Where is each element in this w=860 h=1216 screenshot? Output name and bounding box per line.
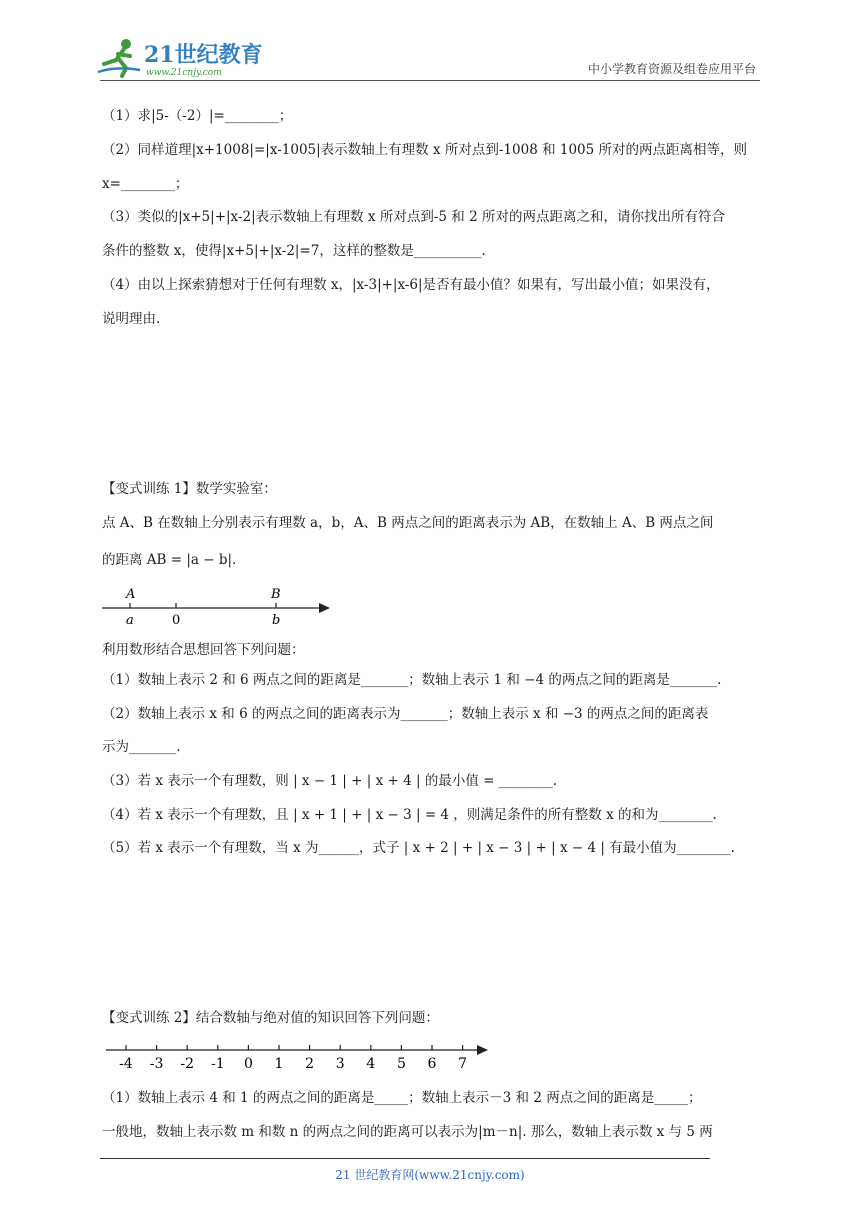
- logo-title: 21世纪教育: [144, 42, 263, 68]
- section-heading: 【变式训练 2】结合数轴与绝对值的知识回答下列问题：: [102, 1010, 439, 1026]
- origin-label: 0: [172, 613, 181, 628]
- tick-group: [119, 1045, 467, 1072]
- text-line: （4）若 x 表示一个有理数，且 | x + 1 | + | x − 3 | = 4 ，则满足条件的所有整数 x 的和为________.: [102, 807, 717, 823]
- text-line: 点 A、B 在数轴上分别表示有理数 a，b，A、B 两点之间的距离表示为 AB，在数轴上 A、B 两点之间: [102, 515, 714, 531]
- axis-tick-label: 7: [458, 1056, 468, 1072]
- text-line: （1）求|5-（-2）|=________；: [102, 108, 293, 124]
- axis-tick-label: 6: [427, 1056, 437, 1072]
- axis-tick-label: 5: [396, 1056, 406, 1072]
- text-line: （2）同样道理|x+1008|=|x-1005|表示数轴上有理数 x 所对点到-1008 和 1005 所对的两点距离相等，则: [102, 142, 748, 158]
- text-line: （5）若 x 表示一个有理数，当 x 为______，式子 | x + 2 | + | x − 3 | + | x − 4 | 有最小值为________.: [102, 840, 735, 856]
- section-heading: 【变式训练 1】数学实验室：: [102, 481, 277, 497]
- runner-icon: [98, 39, 140, 76]
- text-line: （1）数轴上表示 4 和 1 的两点之间的距离是_____；数轴上表示－3 和 2 两点之间的距离是_____；: [102, 1090, 702, 1106]
- axis-tick-label: 2: [305, 1056, 315, 1072]
- footer-rule: [100, 1158, 710, 1159]
- text-line: （2）数轴上表示 x 和 6 的两点之间的距离表示为_______；数轴上表示 x 和 −3 的两点之间的距离表: [102, 706, 709, 722]
- value-label-a: a: [126, 613, 134, 628]
- text-line: （3）若 x 表示一个有理数，则 | x − 1 | + | x + 4 | 的最小值 = ________.: [102, 773, 557, 789]
- text-line: 条件的整数 x，使得|x+5|+|x-2|=7，这样的整数是__________.: [102, 243, 486, 259]
- header-rule: [100, 80, 760, 81]
- point-label-a: A: [126, 587, 136, 602]
- text-line: 的距离 AB = |a − b|.: [102, 552, 237, 568]
- text-line: 利用数形结合思想回答下列问题：: [102, 642, 305, 658]
- text-line: 示为_______.: [102, 739, 181, 755]
- site-logo: [96, 36, 266, 78]
- footer-source: 21 世纪教育网(www.21cnjy.com): [335, 1168, 525, 1182]
- text-line: （1）数轴上表示 2 和 6 两点之间的距离是_______；数轴上表示 1 和 −4 的两点之间的距离是_______.: [102, 672, 722, 688]
- number-line-integers: [104, 1040, 494, 1076]
- axis-tick-label: -2: [180, 1056, 195, 1072]
- logo-url: www.21cnjy.com: [146, 68, 222, 78]
- text-line: 说明理由.: [102, 311, 161, 327]
- axis-tick-label: 3: [335, 1056, 345, 1072]
- axis-tick-label: -3: [149, 1056, 164, 1072]
- axis-tick-label: -4: [119, 1056, 133, 1072]
- text-line: （4）由以上探索猜想对于任何有理数 x，|x-3|+|x-6|是否有最小值？如果有，写出最小值；如果没有，: [102, 277, 720, 293]
- text-line: 一般地，数轴上表示数 m 和数 n 的两点之间的距离可以表示为|m－n|. 那么，数轴上表示数 x 与 5 两: [102, 1124, 713, 1140]
- text-line: x=________；: [102, 176, 189, 192]
- number-line-ab: [100, 582, 340, 628]
- axis-tick-label: -1: [210, 1056, 225, 1072]
- point-label-b: B: [271, 587, 281, 602]
- axis-tick-label: 1: [274, 1056, 284, 1072]
- value-label-b: b: [272, 613, 281, 628]
- text-line: （3）类似的|x+5|+|x-2|表示数轴上有理数 x 所对点到-5 和 2 所对的两点距离之和，请你找出所有符合: [102, 209, 725, 225]
- axis-tick-label: 4: [366, 1056, 376, 1072]
- platform-name: 中小学教育资源及组卷应用平台: [587, 62, 756, 76]
- axis-tick-label: 0: [243, 1056, 253, 1072]
